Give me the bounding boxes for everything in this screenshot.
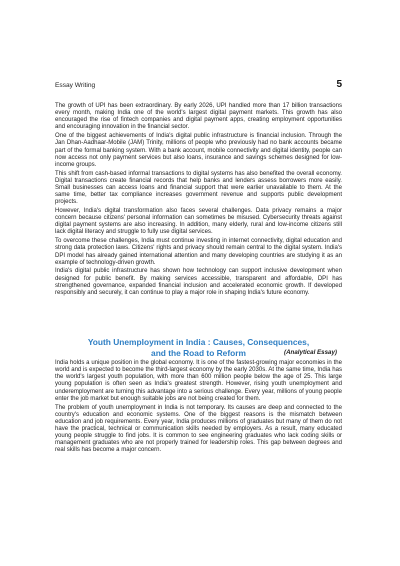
paragraph: One of the biggest achievements of India's digital public infrastructure is financial inclusion. Through the Jan Dhan-Aadhaar-Mobile (JAM) Trinity, millions of people who previously had no bank accounts became part of the formal banking system. With a bank account, mobile connectivity and digital identity, people can now access not only payment services but also loans, insurance and savings schemes designed for low-income groups. [55, 133, 342, 168]
paragraph: The problem of youth unemployment in India is not temporary. Its causes are deep and connected to the country's education and economic systems. One of the biggest reasons is the mismatch between education and job requirements. Every year, India produces millions of graduates but many of them do not have the practical, technical or communication skills needed by employers. As a result, many educated young people struggle to find jobs. It is common to see engineering graduates who lack coding skills or management graduates who are not properly trained for leadership roles. This gap between degrees and real skills has become a major concern. [55, 404, 342, 454]
paragraph: However, India's digital transformation also faces several challenges. Data privacy remains a major concern because citizens' personal information can sometimes be misused. Cybersecurity threats against digital payment systems are also increasing. In addition, many elderly, rural and low-income citizens still lack digital literacy and struggle to fully use digital services. [55, 207, 342, 236]
essay-title-line-1: Youth Unemployment in India : Causes, Consequences, [87, 337, 310, 347]
essay-type-label: (Analytical Essay) [284, 349, 337, 356]
paragraph: India's digital public infrastructure has shown how technology can support inclusive development when designed for public benefit. By making services accessible, transparent and affordable, DPI has strengthened governance, expanded financial inclusion and accelerated economic growth. If developed responsibly and securely, it can continue to play a major role in shaping India's future economy. [55, 268, 342, 296]
running-head: Essay Writing [55, 82, 96, 89]
essay-body [55, 360, 342, 455]
page-number: 5 [336, 79, 342, 90]
paragraph: The growth of UPI has been extraordinary. By early 2026, UPI handled more than 17 billion transactions every month, making India one of the world's largest digital payment markets. This growth has also encouraged the rise of fintech companies and digital payment apps, creating employment opportunities and encouraging innovation in the financial sector. [55, 103, 342, 131]
essay-title-line-2: and the Road to Reform [151, 347, 246, 358]
paragraph: This shift from cash-based informal transactions to digital systems has also benefited the overall economy. Digital transactions create financial records that help banks and lenders assess borrowers more easily. Small businesses can access loans and financial support that were earlier unavailable to them. At the same time, better tax compliance increases government revenue and supports public development projects. [55, 170, 342, 206]
page-header [55, 81, 342, 95]
section-body [55, 103, 342, 299]
essay-title-row [55, 348, 342, 359]
paragraph: India holds a unique position in the global economy. It is one of the fastest-growing major economies in the world and is expected to become the third-largest economy by the early 2030s. At the same time, India has the world's largest youth population, with more than 600 million people below the age of 25. This large young population is often seen as India's greatest strength. However, rising youth unemployment and underemployment are turning this advantage into a serious challenge. Every year, millions of young people enter the job market but enough suitable jobs are not being created for them. [55, 360, 342, 402]
essay-section [55, 337, 342, 456]
paragraph: To overcome these challenges, India must continue investing in internet connectivity, digital education and strong data protection laws. Citizens' rights and privacy should remain central to the digital system. India's DPI model has already gained international attention and many developing countries are studying it as an example of technology-driven growth. [55, 238, 342, 266]
